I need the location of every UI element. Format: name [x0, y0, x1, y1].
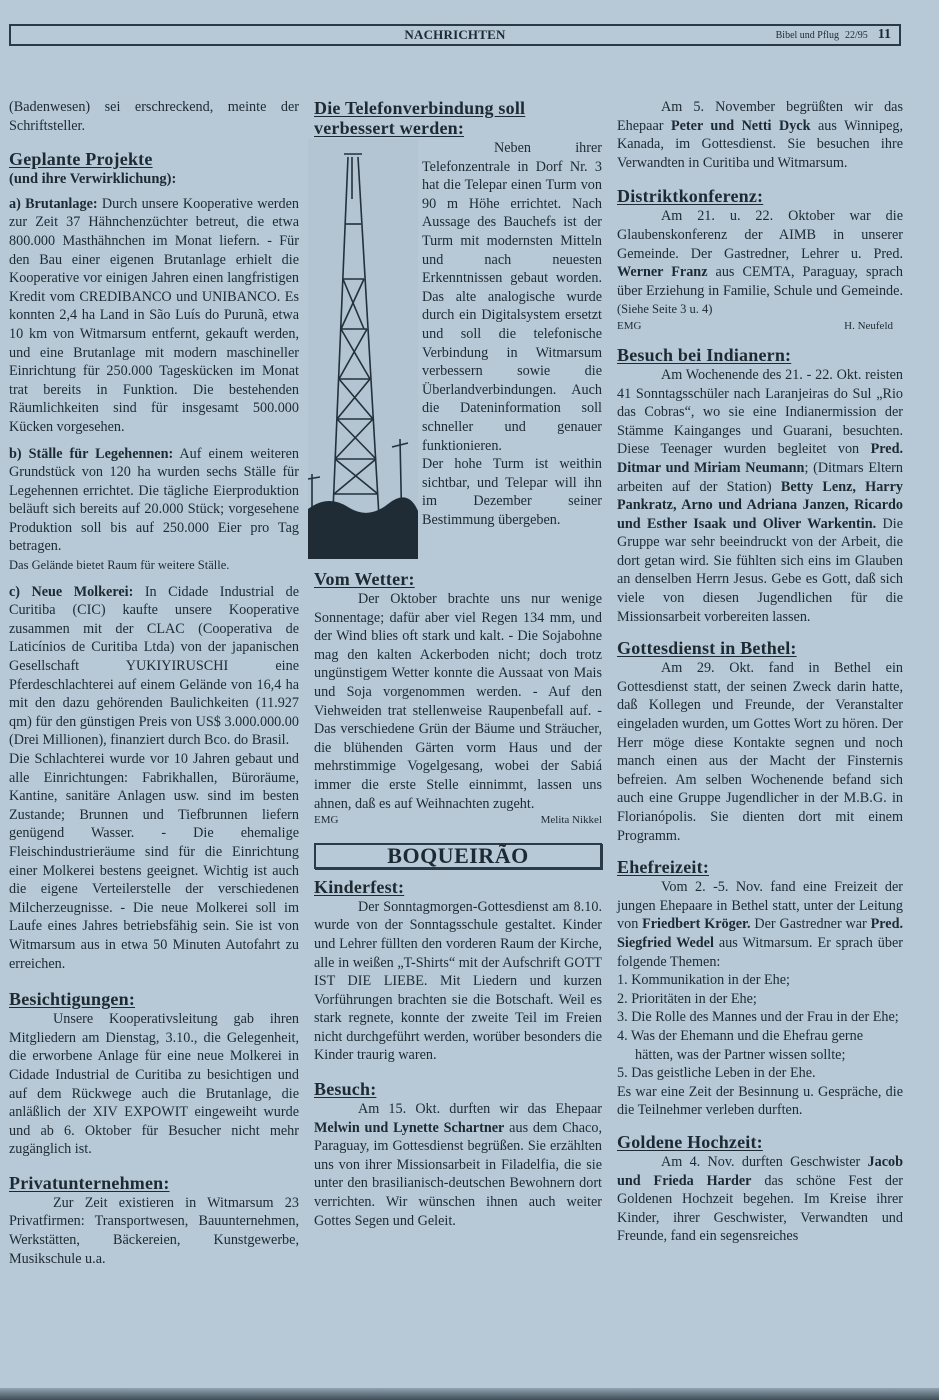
text-ehefreizeit — [617, 878, 903, 971]
signature-source: EMG — [314, 814, 339, 827]
besuch-post: aus dem Chaco, Paraguay, im Gottesdienst begrüßen. Sie erzählten uns von ihrer Missionsarbeit in Filadelfia, die sie unter den brasilianisch-deutschen Bewohnern dort verrichten. Wir wünschen ihnen auch weiter Gottes Segen und Geleit. — [314, 1119, 602, 1229]
radio-tower-image — [308, 139, 418, 559]
heading-goldene-hochzeit: Goldene Hochzeit: — [617, 1131, 763, 1152]
heading-kinderfest: Kinderfest: — [314, 876, 405, 897]
distrikt-pre: Am 21. u. 22. Oktober war die Glaubenskonferenz der AIMB in unserer Gemeinde. Der Gastredner, Lehrer u. Pred. — [617, 208, 903, 262]
topic-item: 1. Kommunikation in der Ehe; — [617, 972, 790, 989]
topic-item: 4. Was der Ehemann und die Ehefrau gerne hätten, was der Partner wissen sollte; — [617, 1027, 863, 1063]
article-molkerei — [9, 583, 299, 750]
heading-geplante-projekte: Geplante Projekte — [9, 149, 153, 170]
hochzeit-names: Jacob und Frieda Harder — [617, 1153, 904, 1189]
text-distriktkonferenz — [617, 207, 903, 319]
indianer-pre: Am Wochenende des 21. - 22. Okt. reisten 41 Sonntagsschüler nach Laranjeiras do Sul „Rio das Cobras“, wo sie eine Indianermission der Stämme Kainganges und Guarani, besuchten. Diese Teenager wurden begleitet von — [617, 366, 903, 458]
heading-privatunternehmen: Privatunternehmen: — [9, 1172, 170, 1193]
label-legehennen: b) Ställe für Legehennen: — [9, 445, 174, 462]
text-besichtigungen: Unsere Kooperativsleitung gab ihren Mitgliedern am Dienstag, 3.10., die Gelegenheit, die erworbene Anlage für eine neue Molkerei in Cidade Industrial de Curitiba zu besichtigen und auf dem Rückwege auch die Brutanlage, die anläßlich der XIV EXPOWIT eingeweiht wurde und ab 6. Oktober für Besucher nicht mehr zugänglich ist. — [9, 1011, 299, 1158]
text-schlachterei: Die Schlachterei wurde vor 10 Jahren gebaut und alle Einrichtungen: Fabrikhallen, Büroräume, Kantine, sanitäre Anlagen usw. sind im besten Zustande; Brunnen und Tiefbrunnen liefern genügend Wasser. - Die ehemalige Fleischindustrieräume sind für die Einrichtung einer Molkerei bestens geeignet. Wichtig ist auch die eigene Verteilerstelle der verschiedenen Milcherzeugnisse. - Die neue Molkerei soll im Laufe eines Jahres betriebsfähig sein. Sie ist von Witmarsum aus in etwa 50 Minuten Autofahrt zu erreichen. — [9, 751, 299, 972]
publication-name: Bibel und Pflug — [775, 30, 839, 41]
topic-item: 5. Das geistliche Leben in der Ehe. — [617, 1065, 816, 1082]
article-brutanlage — [9, 195, 299, 437]
text-besuch — [314, 1100, 602, 1230]
signature-author: Melita Nikkel — [540, 814, 602, 827]
text-indianer — [617, 366, 903, 626]
ehefreizeit-pre: Vom 2. -5. Nov. fand eine Freizeit der jungen Ehepaare in Bethel statt, unter der Leitung von — [617, 879, 903, 933]
heading-telefonverbindung: Die Telefonverbindung soll verbessert werden: — [314, 98, 526, 138]
article-legehennen — [9, 445, 299, 557]
text-privatunternehmen: Zur Zeit existieren in Witmarsum 23 Privatfirmen: Transportwesen, Bauunternehmen, Werkstätten, Bäckereien, Kunstgewerbe, Musikschule u.a. — [9, 1194, 299, 1267]
besuch-names: Melwin und Lynette Schartner — [314, 1119, 505, 1136]
page-number: 11 — [877, 27, 891, 42]
indianer-names-1: Pred. Ditmar und Miriam Neumann — [617, 441, 904, 476]
text-telefon-2: Der hohe Turm ist weithin sichtbar, und Telepar will ihn im Dezember seiner Bestimmung übergeben. — [422, 456, 602, 528]
hochzeit-pre: Am 4. Nov. durften Geschwister — [661, 1153, 861, 1170]
besuch-pre: Am 15. Okt. durften wir das Ehepaar — [358, 1101, 602, 1118]
column-3 — [617, 98, 903, 1246]
text-dyck — [617, 98, 903, 172]
text-wetter: Der Oktober brachte uns nur wenige Sonnentage; dafür aber viel Regen 134 mm, und der Wind blies oft stark und kalt. - Die Sojabohne mag den kalten Ackerboden nicht; doch trotz ungünstigem Wetter konnte die Aussaat von Mais und Soja vorgenommen werden. - Auf den Viehweiden trat stellenweise Raupenbefall auf. - Das verschiedene Grün der Bäume und Sträucher, die blühenden Gärten vorm Haus und der mehrstimmige Vogelgesang, wobei der Sabiá immer die erste Stelle einnimmt, lassen uns ahnen, daß es auf Weihnachten zugeht. — [314, 591, 602, 812]
column-2 — [314, 98, 602, 1230]
text-brutanlage: Durch unsere Kooperative werden zur Zeit 37 Hähnchenzüchter betreut, die etwa 800.000 Masthähnchen im Monat liefern. - Für den Bau einer eigenen Brutanlage erhielt die Kooperative vor einigen Jahren einen langfristigen Kredit vom CREDIBANCO und UNIBANCO. Es konnten 2,4 ha Land in São Luís do Purunã, etwa 10 km von Witmarsum entfernt, gekauft werden, und eine Brutanlage mit modern maschineller Einrichtung für 250.000 Tageskücken im Monat trat bereits in Funktion. Die bestehenden Räumlichkeiten sind für insgesamt 500.000 Kücken vorgesehen. — [9, 195, 299, 435]
text-molkerei: In Cidade Industrial de Curitiba (CIC) kaufte unsere Kooperative zusammen mit der CLAC (Cooperativa de Laticínios de Curitiba Ltda) von der japanischen Gesellschaft YUKIYIRUSCHI eine Pferdeschlachterei auf einem Gelände von 16,4 ha mit den dazu gehörenden Baulichkeiten (11.927 qm) für den günstigen Preis von US$ 3.000.000.00 (Drei Millionen), finanziert durch Bco. do Brasil. — [9, 583, 300, 749]
signature-source: EMG — [617, 319, 642, 332]
distrikt-ref: (Siehe Seite 3 u. 4) — [617, 302, 713, 317]
distrikt-post: aus CEMTA, Paraguay, sprach über Erziehung in Familie, Schule und Gemeinde. — [617, 264, 904, 299]
heading-ehefreizeit: Ehefreizeit: — [617, 857, 710, 878]
intro-text: (Badenwesen) sei erschreckend, meinte der Schriftsteller. — [9, 99, 299, 134]
signature-distrikt — [617, 319, 903, 333]
signature-author: H. Neufeld — [844, 319, 893, 332]
subheading-verwirklichung: (und ihre Verwirklichung): — [9, 171, 177, 188]
dyck-post: aus Winnipeg, Kanada, im Gottesdienst. Sie besuchen ihre Verwandten in Curitiba und Witmarsum. — [617, 117, 904, 171]
text-ehefreizeit-closing: Es war eine Zeit der Besinnung u. Gespräche, die die Teilnehmer verleben durften. — [617, 1083, 903, 1119]
signature-wetter — [314, 813, 602, 827]
page-bottom-edge — [0, 1388, 939, 1400]
topic-item: 2. Prioritäten in der Ehe; — [617, 990, 757, 1007]
heading-distriktkonferenz: Distriktkonferenz: — [617, 186, 764, 207]
page-header — [9, 24, 901, 46]
text-bethel: Am 29. Okt. fand in Bethel ein Gottesdienst statt, der seinen Zweck darin hatte, daß Kollegen und Freunde, der Veranstalter eingeladen wurden, um Gottes Wort zu hören. Der Herr möge diese Kontakte segnen und noch manch einen aus der Macht der Finsternis befreien. Am selben Wochenende befand sich auch eine Gruppe Jugendlicher in der M.B.G. in Florianópolis. Sie dienten dort mit einem Programm. — [617, 660, 903, 844]
ehefreizeit-mid: Der Gastredner war — [754, 916, 867, 933]
page-meta — [776, 27, 891, 43]
hochzeit-post: das schöne Fest der Goldenen Hochzeit begehen. Im Kreise ihrer Kinder, ihrer Geschwister, Verwandten und Freunde, fand ein segensreiches — [617, 1172, 903, 1245]
tower-photo — [308, 139, 418, 559]
section-box-boqueirao: BOQUEIRÃO — [314, 843, 602, 869]
topic-item: 3. Die Rolle des Mannes und der Frau in der Ehe; — [617, 1009, 899, 1026]
distrikt-names: Werner Franz — [617, 264, 708, 281]
section-title: NACHRICHTEN — [404, 27, 506, 42]
indianer-names-2: Betty Lenz, Harry Pankratz, Arno und Adriana Janzen, Ricardo und Esther Isaak und Oliver Warkentin. — [617, 478, 903, 532]
text-telefon: Neben ihrer Telefonzentrale in Dorf Nr. 3 hat die Telepar einen Turm von 90 m Höhe errichtet. Nach Aussage des Bauchefs ist der Turm mit modernsten Mitteln und nach neuesten Erkenntnissen gebaut worden. Das alte analogische wurde durch ein Digitalsystem ersetzt und soll die telefonische Verbindung in Witmarsum verbessern sowie die Überlandverbindungen. Auch die Dateninformation soll schneller und genauer funktionieren. — [422, 140, 602, 454]
heading-wetter: Vom Wetter: — [314, 569, 415, 589]
note-gelaende: Das Gelände bietet Raum für weitere Ställe. — [9, 558, 230, 573]
text-goldene-hochzeit — [617, 1153, 903, 1246]
dyck-names: Peter und Netti Dyck — [670, 117, 811, 134]
topic-list — [617, 971, 903, 1083]
ehefreizeit-names-1: Friedbert Kröger. — [642, 916, 751, 933]
column-1 — [9, 98, 299, 1268]
heading-besuch: Besuch: — [314, 1079, 377, 1100]
ehefreizeit-post: aus Witmarsum. Er sprach über folgende Themen: — [617, 934, 903, 970]
ehefreizeit-names-2: Pred. Siegfried Wedel — [617, 916, 904, 951]
heading-indianer: Besuch bei Indianern: — [617, 344, 792, 365]
heading-bethel: Gottesdienst in Bethel: — [617, 638, 797, 659]
indianer-post: Die Gruppe war sehr beeindruckt von der Arbeit, die dort getan wird. Sie fühlten sich eins im Glauben an denselben Herrn Jesus. Gebe es Gott, daß sich viele von diesen Jugendlichen für die Missionsarbeit vorbereiten lassen. — [617, 515, 903, 625]
text-kinderfest: Der Sonntagmorgen-Gottesdienst am 8.10. wurde von der Sonntagsschule gestaltet. Kinder und Lehrer füllten den vorderen Raum der Kirche, alle in weißen „T-Shirts“ mit der Aufschrift GOTT IST DIE LIEBE. Mit Liedern und kurzen Vorführungen brachten sie die Botschaft. Weil es stark regnete, konnte der zweite Teil im Freien nicht durchgeführt werden, worüber besonders die Kinder traurig waren. — [314, 898, 602, 1064]
text-legehennen: Auf einem weiteren Grundstück von 120 ha wurden sechs Ställe für Legehennen errichtet. Die tägliche Eierproduktion beläuft sich bereits auf 20.000 Stück; vorgesehene Produktion soll bis auf 250.000 Eier pro Tag betragen. — [9, 445, 299, 555]
issue-number: 22/95 — [844, 30, 868, 41]
indianer-mid: ; (Ditmars Eltern arbeiten auf der Station) — [617, 459, 903, 495]
dyck-pre: Am 5. November begrüßten wir das Ehepaar — [617, 99, 903, 134]
heading-besichtigungen: Besichtigungen: — [9, 989, 136, 1010]
label-brutanlage: a) Brutanlage: — [9, 195, 98, 212]
label-molkerei: c) Neue Molkerei: — [9, 583, 134, 600]
